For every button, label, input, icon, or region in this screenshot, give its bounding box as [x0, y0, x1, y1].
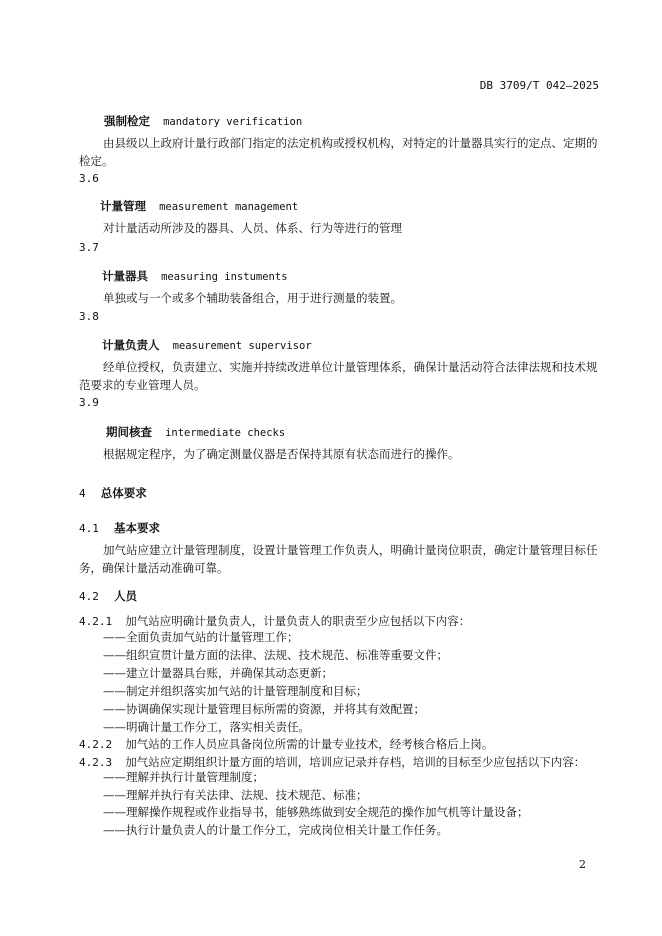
clause-number: 4.2.3 — [79, 756, 113, 769]
list-item: ——制定并组织落实加气站的计量管理制度和目标； — [103, 684, 368, 698]
list-item: ——执行计量负责人的计量工作分工，完成岗位相关计量工作任务。 — [103, 822, 448, 837]
clause — [79, 751, 585, 770]
term-cn: 计量器具 — [102, 269, 148, 283]
clause-text: 加气站的工作人员应具备岗位所需的计量专业技术，经考核合格后上岗。 — [125, 737, 494, 751]
paragraph: 加气站应建立计量管理制度，设置计量管理工作负责人，明确计量岗位职责，确定计量管理目标任务，确保计量活动准确可靠。 — [79, 543, 598, 575]
clause-number: 4.2.2 — [79, 738, 113, 751]
subsection-title: 基本要求 — [113, 521, 160, 535]
term-definition: 由县级以上政府计量行政部门指定的法定机构或授权机构，对特定的计量器具实行的定点、定期的检定。 — [79, 136, 598, 168]
term-heading — [100, 195, 298, 214]
clause-number: 4.2.1 — [79, 615, 113, 628]
list-item: ——建立计量器具台账，并确保其动态更新； — [103, 666, 333, 680]
term-en: measuring instuments — [161, 271, 288, 283]
term-number: 3.9 — [79, 396, 99, 409]
term-heading — [106, 421, 285, 440]
subsection-number: 4.1 — [79, 522, 99, 535]
term-number: 3.8 — [79, 310, 99, 323]
list-item: ——明确计量工作分工，落实相关责任。 — [103, 720, 310, 734]
subsection-heading — [79, 585, 137, 604]
term-heading — [102, 334, 312, 353]
clause-text: 加气站应明确计量负责人，计量负责人的职责至少应包括以下内容： — [125, 614, 471, 628]
term-cn: 计量负责人 — [102, 338, 160, 352]
term-en: measurement supervisor — [172, 340, 312, 352]
section-number: 4 — [79, 487, 86, 500]
term-definition: 单独或与一个或多个辅助装备组合，用于进行测量的装置。 — [103, 291, 402, 305]
list-item: ——理解操作规程或作业指导书，能够熟练做到安全规范的操作加气机等计量设备； — [103, 805, 529, 819]
term-definition: 根据规定程序，为了确定测量仪器是否保持其原有状态而进行的操作。 — [103, 447, 460, 461]
clause — [79, 610, 470, 629]
list-item: ——理解并执行有关法律、法规、技术规范、标准； — [103, 787, 368, 802]
list-item: ——理解并执行计量管理制度； — [103, 770, 264, 784]
section-heading — [79, 482, 147, 501]
term-number: 3.7 — [79, 241, 99, 254]
section-title: 总体要求 — [100, 486, 147, 500]
term-cn: 期间核查 — [106, 425, 152, 439]
subsection-heading — [79, 517, 160, 536]
page-number: 2 — [579, 858, 586, 871]
clause — [79, 733, 493, 752]
list — [103, 769, 529, 839]
list-item: ——协调确保实现计量管理目标所需的资源，并将其有效配置； — [103, 702, 425, 716]
list — [103, 628, 448, 736]
term-cn: 强制检定 — [104, 114, 150, 128]
list-item: ——组织宣贯计量方面的法律、法规、技术规范、标准等重要文件； — [103, 648, 448, 662]
subsection-number: 4.2 — [79, 590, 99, 603]
term-cn: 计量管理 — [100, 199, 146, 213]
clause-text: 加气站应定期组织计量方面的培训，培训应记录并存档，培训的目标至少应包括以下内容： — [125, 755, 586, 769]
subsection-title: 人员 — [113, 589, 137, 603]
term-en: intermediate checks — [165, 427, 286, 439]
term-en: measurement management — [159, 201, 299, 213]
term-heading — [104, 110, 302, 129]
standard-code: DB 3709/T 042—2025 — [479, 79, 599, 92]
term-definition: 对计量活动所涉及的器具、人员、体系、行为等进行的管理 — [103, 221, 402, 235]
term-definition: 经单位授权，负责建立、实施并持续改进单位计量管理体系，确保计量活动符合法律法规和技术规范要求的专业管理人员。 — [79, 360, 598, 392]
term-en: mandatory verification — [163, 116, 303, 128]
term-heading — [102, 265, 288, 284]
term-number: 3.6 — [79, 172, 99, 185]
list-item: ——全面负责加气站的计量管理工作； — [103, 630, 299, 644]
